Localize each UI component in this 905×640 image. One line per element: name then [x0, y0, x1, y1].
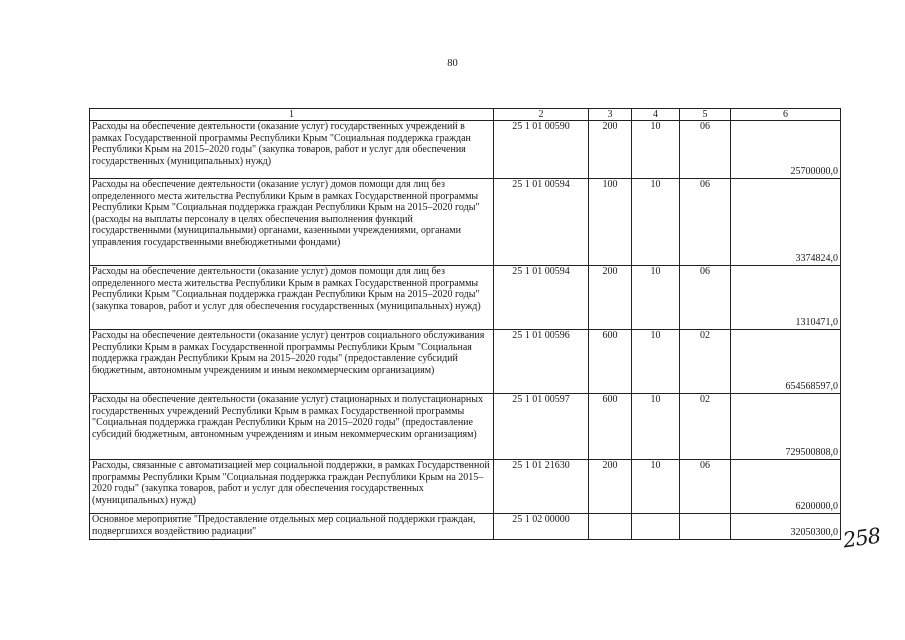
table-row	[90, 266, 841, 330]
row-col5: 06	[680, 179, 731, 266]
row-col3: 100	[589, 179, 632, 266]
row-amount: 1310471,0	[731, 266, 841, 330]
budget-table	[89, 108, 841, 540]
column-header: 3	[589, 109, 632, 121]
row-amount: 654568597,0	[731, 330, 841, 394]
column-header: 4	[632, 109, 680, 121]
row-amount: 25700000,0	[731, 121, 841, 179]
row-col5: 06	[680, 460, 731, 514]
row-col4: 10	[632, 460, 680, 514]
row-col4: 10	[632, 179, 680, 266]
row-col3: 600	[589, 330, 632, 394]
column-header: 6	[731, 109, 841, 121]
row-col5: 06	[680, 121, 731, 179]
row-code: 25 1 01 00590	[494, 121, 589, 179]
row-col4: 10	[632, 121, 680, 179]
table-header-row	[90, 109, 841, 121]
column-header: 5	[680, 109, 731, 121]
row-code: 25 1 01 00594	[494, 266, 589, 330]
row-col4: 10	[632, 330, 680, 394]
row-col5: 02	[680, 394, 731, 460]
row-col3: 600	[589, 394, 632, 460]
row-description: Основное мероприятие "Предоставление отдельных мер социальной поддержки граждан, подвергшихся воздействию радиации"	[90, 514, 494, 540]
row-description: Расходы на обеспечение деятельности (оказание услуг) домов помощи для лиц без определенного места жительства Республики Крым в рамках Государственной программы Республики Крым "Социальная поддержка граждан Республики Крым на 2015–2020 годы" (закупка товаров, работ и услуг для обеспечения государственных (муниципальных) нужд)	[90, 266, 494, 330]
table-row	[90, 460, 841, 514]
row-amount: 6200000,0	[731, 460, 841, 514]
row-col4: 10	[632, 266, 680, 330]
row-code: 25 1 02 00000	[494, 514, 589, 540]
row-col4	[632, 514, 680, 540]
table-row	[90, 330, 841, 394]
row-col5	[680, 514, 731, 540]
column-header: 1	[90, 109, 494, 121]
row-description: Расходы на обеспечение деятельности (оказание услуг) домов помощи для лиц без определенного места жительства Республики Крым в рамках Государственной программы Республики Крым "Социальная поддержка граждан Республики Крым на 2015–2020 годы" (расходы на выплаты персоналу в целях обеспечения выполнения функций государственными (муниципальными) органами, казенными учреждениями, органами управления государственными внебюджетными фондами)	[90, 179, 494, 266]
row-col3: 200	[589, 460, 632, 514]
row-code: 25 1 01 00596	[494, 330, 589, 394]
row-description: Расходы, связанные с автоматизацией мер социальной поддержки, в рамках Государственной программы Республики Крым "Социальная поддержка граждан Республики Крым на 2015–2020 годы" (закупка товаров, работ и услуг для обеспечения государственных (муниципальных) нужд)	[90, 460, 494, 514]
row-amount: 729500808,0	[731, 394, 841, 460]
table-row	[90, 179, 841, 266]
table-row	[90, 514, 841, 540]
row-code: 25 1 01 21630	[494, 460, 589, 514]
row-description: Расходы на обеспечение деятельности (оказание услуг) центров социального обслуживания Республики Крым в рамках Государственной программы Республики Крым "Социальная поддержка граждан Республики Крым на 2015–2020 годы" (предоставление субсидий бюджетным, автономным учреждениям и иным некоммерческим организациям)	[90, 330, 494, 394]
table-row	[90, 121, 841, 179]
row-col3: 200	[589, 266, 632, 330]
row-col5: 02	[680, 330, 731, 394]
column-header: 2	[494, 109, 589, 121]
row-col3	[589, 514, 632, 540]
row-description: Расходы на обеспечение деятельности (оказание услуг) государственных учреждений в рамках Государственной программы Республики Крым "Социальная поддержка граждан Республики Крым на 2015–2020 годы" (закупка товаров, работ и услуг для обеспечения государственных (муниципальных) нужд)	[90, 121, 494, 179]
row-amount: 3374824,0	[731, 179, 841, 266]
page-number: 80	[447, 58, 458, 69]
table-row	[90, 394, 841, 460]
row-description: Расходы на обеспечение деятельности (оказание услуг) стационарных и полустационарных государственных учреждений Республики Крым в рамках Государственной программы "Социальная поддержка граждан Республики Крым на 2015–2020 годы" (предоставление субсидий бюджетным, автономным учреждениям и иным некоммерческим организациям)	[90, 394, 494, 460]
row-code: 25 1 01 00597	[494, 394, 589, 460]
row-col3: 200	[589, 121, 632, 179]
row-col5: 06	[680, 266, 731, 330]
row-col4: 10	[632, 394, 680, 460]
row-code: 25 1 01 00594	[494, 179, 589, 266]
handwritten-page-number: 258	[841, 523, 882, 553]
row-amount: 32050300,0	[731, 514, 841, 540]
